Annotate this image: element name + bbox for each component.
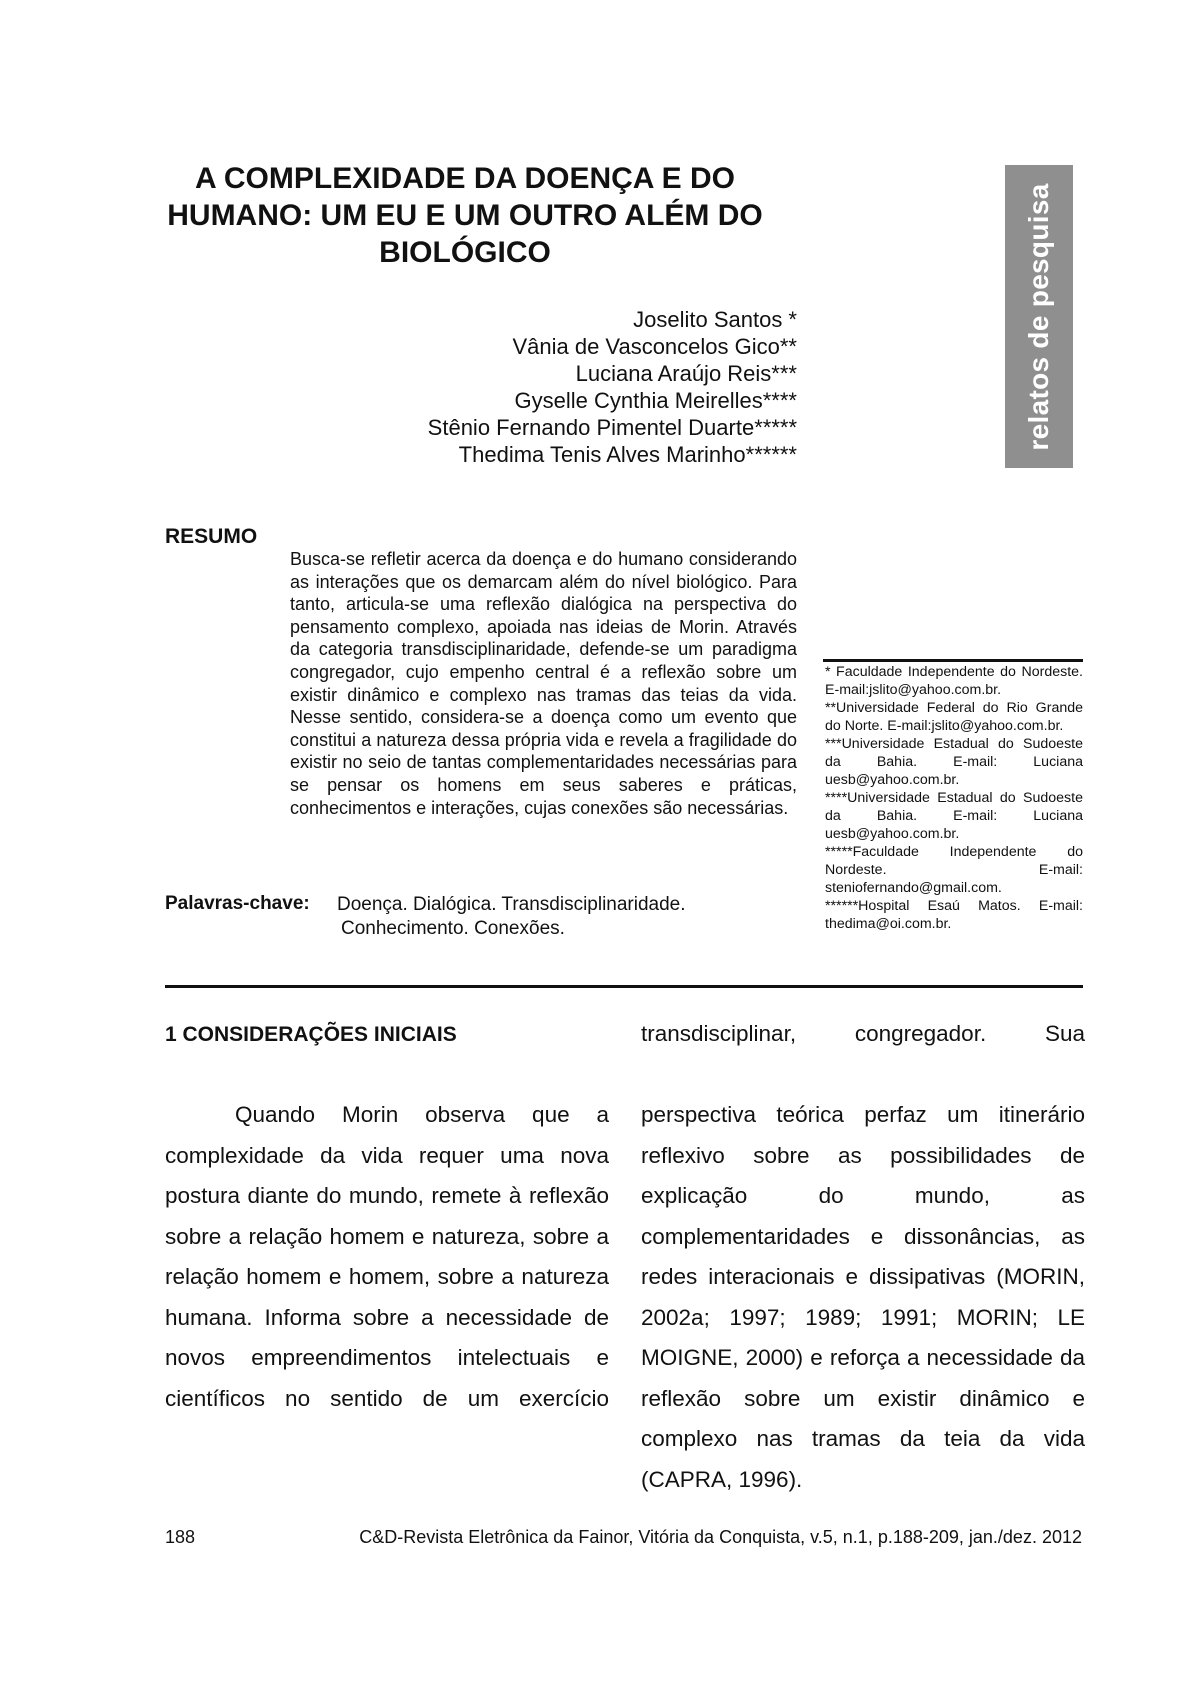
section-heading: 1 CONSIDERAÇÕES INICIAIS: [165, 1023, 457, 1046]
keywords-line-2: Conhecimento. Conexões.: [341, 918, 565, 939]
body-paragraph: Quando Morin observa que a complexidade da vida requer uma nova postura diante do mundo, remete à reflexão sobre a relação homem e natureza, sobre a relação homem e homem, sobre a natureza humana. Informa sobre a necessidade de novos empreendimentos intelectuais e científicos no sentido de um exercício: [165, 1102, 609, 1411]
footnote: * Faculdade Independente do Nordeste. E-mail:jslito@yahoo.com.br.: [825, 664, 1083, 698]
abstract-text: Busca-se refletir acerca da doença e do humano considerando as interações que os demarcam além do nível biológico. Para tanto, articula-se uma reflexão dialógica na perspectiva do pensamento complexo, apoiada nas ideias de Morin. Através da categoria transdisciplinaridade, defende-se um paradigma congregador, cujo empenho central é a reflexão sobre um existir dinâmico e complexo nas tramas das teias da vida. Nesse sentido, considera-se a doença como um evento que constitui a natureza dessa própria vida e revela a fragilidade do existir no seio de tantas complementaridades necessárias para se pensar os homens em seus saberes e práticas, conhecimentos e interações, cujas conexões são necessárias.: [290, 549, 797, 818]
footnote: **Universidade Federal do Rio Grande do Norte. E-mail:jslito@yahoo.com.br.: [825, 700, 1083, 734]
body-paragraph: perspectiva teórica perfaz um itinerário reflexivo sobre as possibilidades de explicação do mundo, as complementaridades e dissonâncias, as redes interacionais e dissipativas (MORIN, 2002a; 1997; 1989; 1991; MORIN; LE MOIGNE, 2000) e reforça a necessidade da reflexão sobre um existir dinâmico e complexo nas tramas da teia da vida (CAPRA, 1996).: [641, 1102, 1085, 1492]
footnote: ******Hospital Esaú Matos. E-mail: thedima@oi.com.br.: [825, 898, 1083, 932]
footnote: ****Universidade Estadual do Sudoeste da Bahia. E-mail: Luciana uesb@yahoo.com.br.: [825, 790, 1083, 842]
title-line-1: A COMPLEXIDADE DA DOENÇA E DO: [194, 162, 736, 195]
keywords-label: Palavras-chave:: [165, 893, 310, 914]
keywords-line-1: Doença. Dialógica. Transdisciplinaridade.: [337, 894, 686, 915]
title-line-3: BIOLÓGICO: [379, 236, 551, 269]
footnote: *****Faculdade Independente do Nordeste. E-mail: steniofernando@gmail.com.: [825, 844, 1083, 896]
footnote: ***Universidade Estadual do Sudoeste da Bahia. E-mail: Luciana uesb@yahoo.com.br.: [825, 736, 1083, 788]
title-line-2: HUMANO: UM EU E UM OUTRO ALÉM DO: [167, 199, 763, 232]
footnotes: [825, 663, 1083, 933]
body-column-left: [165, 1095, 609, 1460]
section-divider: [165, 985, 1083, 988]
author-name: Thedima Tenis Alves Marinho******: [458, 442, 797, 467]
author-name: Gyselle Cynthia Meirelles****: [514, 388, 797, 413]
article-title: [140, 160, 790, 271]
author-list: [428, 306, 797, 468]
page-number: 188: [165, 1527, 196, 1547]
side-tag-label: relatos de pesquisa: [1023, 182, 1054, 451]
author-name: Vânia de Vasconcelos Gico**: [512, 334, 797, 359]
author-name: Luciana Araújo Reis***: [575, 361, 797, 386]
author-name: Stênio Fernando Pimentel Duarte*****: [427, 415, 797, 440]
body-paragraph-first-line: transdisciplinar, congregador. Sua: [641, 1021, 1085, 1046]
abstract-heading: RESUMO: [165, 525, 258, 548]
footnote-divider: [823, 659, 1083, 662]
keywords-values: [337, 893, 686, 941]
body-column-right: [641, 1014, 1085, 1500]
author-name: Joselito Santos *: [633, 307, 797, 332]
journal-citation: C&D-Revista Eletrônica da Fainor, Vitória da Conquista, v.5, n.1, p.188-209, jan./dez. 2012: [359, 1527, 1082, 1547]
section-side-tag: [1005, 165, 1073, 468]
